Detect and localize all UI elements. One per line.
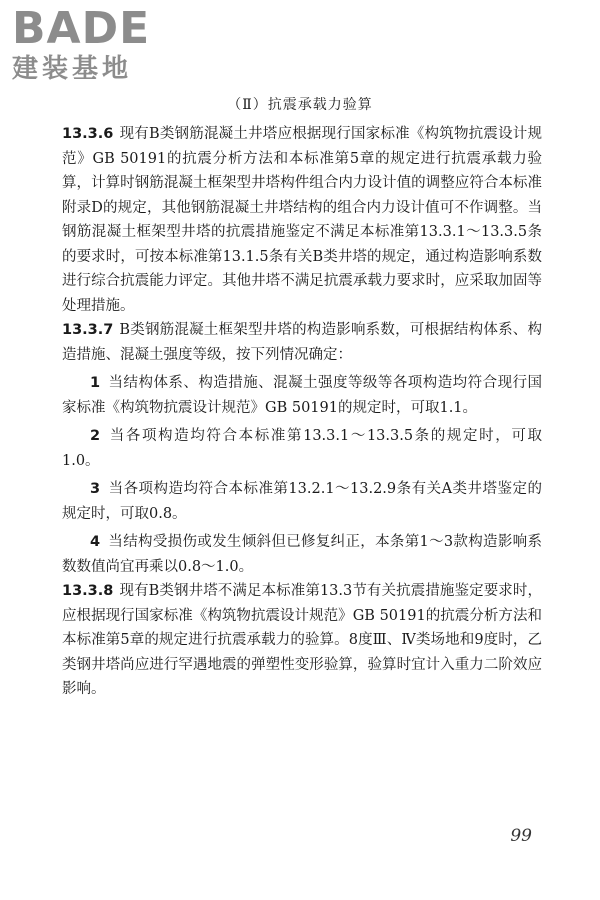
- section-title: （Ⅱ）抗震承载力验算: [227, 97, 373, 113]
- clause-item: [62, 530, 542, 579]
- clause-item: [62, 371, 542, 420]
- clause-item: [62, 424, 542, 473]
- item-number: 4: [90, 534, 101, 550]
- page-number: 99: [510, 826, 532, 846]
- document-body: [62, 122, 542, 702]
- item-text: 当各项构造均符合本标准第13.2.1～13.2.9条有关A类井塔鉴定的规定时，可取0.8。: [62, 481, 542, 522]
- clause-13-3-6: [62, 122, 542, 318]
- clause-text: B类钢筋混凝土框架型井塔的构造影响系数，可根据结构体系、构造措施、混凝土强度等级，按下列情况确定：: [62, 322, 542, 363]
- clause-item: [62, 477, 542, 526]
- clause-13-3-7: [62, 318, 542, 367]
- logo-brand-text: BADE: [12, 3, 151, 54]
- brand-logo: [12, 3, 182, 84]
- clause-number: 13.3.7: [62, 322, 114, 338]
- item-number: 2: [90, 428, 101, 444]
- clause-13-3-8: [62, 579, 542, 702]
- item-number: 3: [90, 481, 101, 497]
- item-text: 当结构受损伤或发生倾斜但已修复纠正，本条第1～3款构造影响系数数值尚宜再乘以0.8～1.0。: [62, 534, 542, 575]
- item-text: 当各项构造均符合本标准第13.3.1～13.3.5条的规定时，可取1.0。: [62, 428, 542, 469]
- logo-subtitle: 建装基地: [12, 54, 133, 84]
- item-text: 当结构体系、构造措施、混凝土强度等级等各项构造均符合现行国家标准《构筑物抗震设计规范》GB 50191的规定时，可取1.1。: [62, 375, 542, 416]
- clause-number: 13.3.6: [62, 126, 114, 142]
- clause-number: 13.3.8: [62, 583, 114, 599]
- clause-text: 现有B类钢井塔不满足本标准第13.3节有关抗震措施鉴定要求时，应根据现行国家标准《构筑物抗震设计规范》GB 50191的抗震分析方法和本标准第5章的规定进行抗震承载力的验算。8度Ⅲ、Ⅳ类场地和9度时，乙类钢井塔尚应进行罕遇地震的弹塑性变形验算，验算时宜计入重力二阶效应影响。: [62, 583, 542, 697]
- item-number: 1: [90, 375, 101, 391]
- clause-text: 现有B类钢筋混凝土井塔应根据现行国家标准《构筑物抗震设计规范》GB 50191的抗震分析方法和本标准第5章的规定进行抗震承载力验算，计算时钢筋混凝土框架型井塔构件组合内力设计值的调整应符合本标准附录D的规定，其他钢筋混凝土井塔结构的组合内力设计值可不作调整。当钢筋混凝土框架型井塔的抗震措施鉴定不满足本标准第13.3.1～13.3.5条的要求时，可按本标准第13.1.5条有关B类井塔的规定，通过构造影响系数进行综合抗震能力评定。其他井塔不满足抗震承载力要求时，应采取加固等处理措施。: [62, 126, 542, 314]
